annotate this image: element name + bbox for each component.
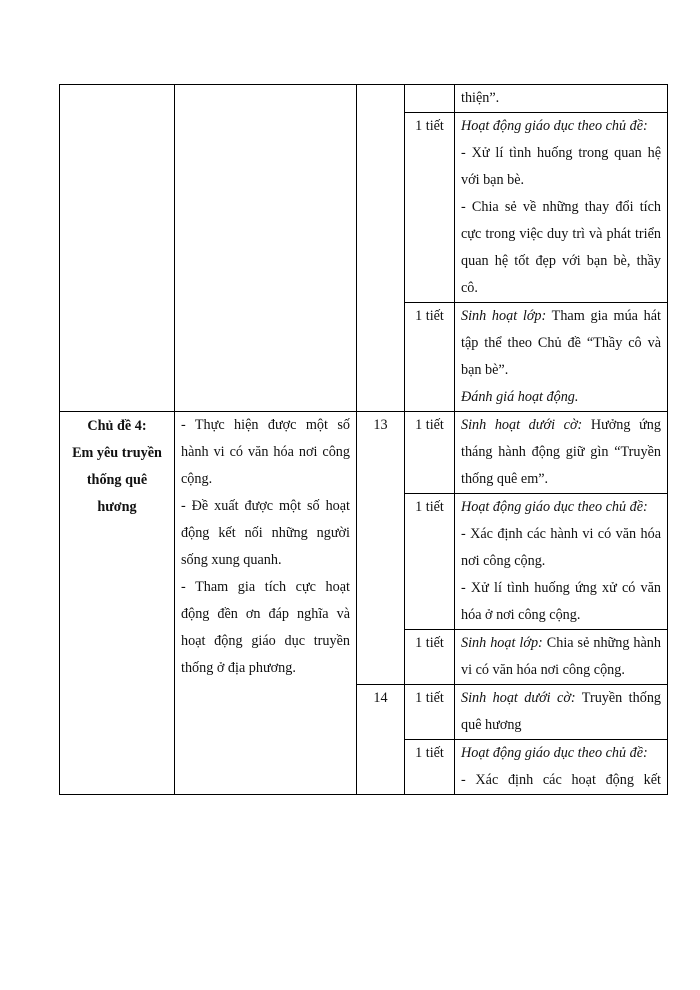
activity-title: Sinh hoạt dưới cờ: [461, 417, 583, 433]
duration-cell: 1 tiết [405, 685, 455, 740]
duration-cell: 1 tiết [405, 630, 455, 685]
activity-cell [455, 85, 668, 113]
goal-item: - Đề xuất được một số hoạt động kết nối những người sống xung quanh. [181, 498, 350, 568]
topic-cell [60, 412, 175, 795]
duration-cell-empty [405, 85, 455, 113]
activity-item: - Xử lí tình huống trong quan hệ với bạn bè. [461, 145, 661, 188]
activity-title: Sinh hoạt lớp: [461, 308, 547, 324]
activity-cell [455, 630, 668, 685]
duration-cell: 1 tiết [405, 412, 455, 494]
activity-item: - Xác định các hoạt động kết [461, 772, 661, 788]
goal-cell-empty [175, 85, 357, 412]
activity-item: - Chia sẻ về những thay đổi tích cực trong việc duy trì và phát triển quan hệ tốt đẹp với bạn bè, thầy cô. [461, 199, 661, 296]
activity-text: Tham gia múa hát tập thể theo Chủ đề “Thầy cô và bạn bè”. [461, 308, 662, 378]
table-row [60, 412, 668, 494]
activity-text: Hưởng ứng tháng hành động giữ gìn “Truyền thống quê em”. [461, 417, 661, 487]
goal-item: - Thực hiện được một số hành vi có văn hóa nơi công cộng. [181, 417, 350, 487]
activity-text: Chia sẻ những hành vi có văn hóa nơi công cộng. [461, 635, 661, 678]
activity-cell [455, 412, 668, 494]
duration-cell: 1 tiết [405, 740, 455, 795]
duration-cell: 1 tiết [405, 113, 455, 303]
goal-cell [175, 412, 357, 795]
activity-cell [455, 740, 668, 795]
goal-item: - Tham gia tích cực hoạt động đền ơn đáp nghĩa và hoạt động giáo dục truyền thống ở địa phương. [181, 579, 350, 676]
activity-title: Sinh hoạt lớp: [461, 635, 543, 651]
topic-name: Em yêu truyền thống quê hương [72, 445, 162, 515]
activity-item: - Xử lí tình huống ứng xử có văn hóa ở nơi công cộng. [461, 580, 661, 623]
week-cell: 13 [357, 412, 405, 685]
activity-title: Sinh hoạt dưới cờ: [461, 690, 576, 706]
activity-title: Hoạt động giáo dục theo chủ đề: [461, 118, 648, 134]
activity-title: Hoạt động giáo dục theo chủ đề: [461, 745, 648, 761]
activity-cell [455, 303, 668, 412]
week-cell-empty [357, 85, 405, 412]
week-cell: 14 [357, 685, 405, 795]
activity-cell [455, 685, 668, 740]
activity-note: Đánh giá hoạt động. [461, 389, 579, 405]
duration-cell: 1 tiết [405, 494, 455, 630]
activity-text: Truyền thống quê hương [461, 690, 662, 733]
activity-item: - Xác định các hành vi có văn hóa nơi công cộng. [461, 526, 661, 569]
duration-cell: 1 tiết [405, 303, 455, 412]
lesson-plan-table [59, 84, 668, 795]
activity-cell [455, 113, 668, 303]
activity-title: Hoạt động giáo dục theo chủ đề: [461, 499, 648, 515]
activity-tail: thiện”. [461, 90, 500, 106]
table-row [60, 85, 668, 113]
activity-cell [455, 494, 668, 630]
topic-cell-empty [60, 85, 175, 412]
topic-number: Chủ đề 4: [87, 418, 147, 434]
